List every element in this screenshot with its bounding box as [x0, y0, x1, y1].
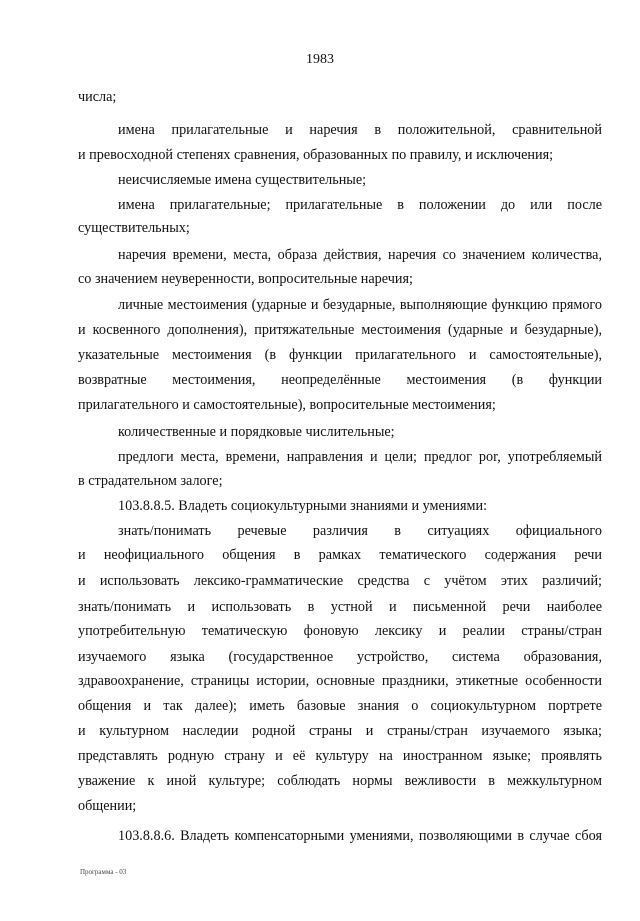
text-line: наречия времени, места, образа действия, наречия со значением количества, — [118, 247, 602, 263]
text-line: употребительную тематическую фоновую лексику и реалии страны/стран — [78, 623, 602, 639]
text-line: и использовать лексико-грамматические средства с учётом этих различий; — [78, 573, 602, 589]
text-line: и культурном наследии родной страны и страны/стран изучаемого языка; — [78, 723, 602, 739]
footer-label: Программа - 03 — [80, 868, 127, 876]
text-line: существительных; — [78, 220, 190, 236]
text-line: и превосходной степенях сравнения, образованных по правилу, и исключения; — [78, 147, 554, 163]
text-line: общения и так далее); иметь базовые знания о социокультурном портрете — [78, 698, 602, 714]
text-line: 103.8.8.5. Владеть социокультурными знаниями и умениями: — [118, 498, 488, 514]
text-line: здравоохранение, страницы истории, основные праздники, этикетные особенности — [78, 673, 602, 689]
text-line: и косвенного дополнения), притяжательные местоимения (ударные и безударные), — [78, 322, 602, 338]
text-line: указательные местоимения (в функции прилагательного и самостоятельные), — [78, 347, 602, 363]
text-line: знать/понимать и использовать в устной и письменной речи наиболее — [78, 599, 602, 615]
text-line: представлять родную страну и её культуру на иностранном языке; проявлять — [78, 748, 602, 764]
text-line: знать/понимать речевые различия в ситуациях официального — [118, 523, 602, 539]
text-line: прилагательного и самостоятельные), вопросительные местоимения; — [78, 397, 496, 413]
text-line: числа; — [78, 89, 117, 105]
text-line: в страдательном залоге; — [78, 473, 223, 489]
text-line: со значением неуверенности, вопросительные наречия; — [78, 271, 413, 287]
text-line: общении; — [78, 798, 137, 814]
text-line: и неофициального общения в рамках тематического содержания речи — [78, 547, 602, 563]
text-line: изучаемого языка (государственное устройство, система образования, — [78, 649, 602, 665]
text-line: имена прилагательные и наречия в положительной, сравнительной — [118, 122, 602, 138]
text-line: неисчисляемые имена существительные; — [118, 172, 367, 188]
text-line: имена прилагательные; прилагательные в положении до или после — [118, 197, 602, 213]
text-line: предлоги места, времени, направления и цели; предлог por, употребляемый — [118, 449, 602, 465]
text-line: личные местоимения (ударные и безударные, выполняющие функцию прямого — [118, 297, 602, 313]
text-line: количественные и порядковые числительные; — [118, 424, 395, 440]
text-line: уважение к иной культуре; соблюдать нормы вежливости в межкультурном — [78, 773, 602, 789]
text-line: возвратные местоимения, неопределённые местоимения (в функции — [78, 372, 602, 388]
text-line: 103.8.8.6. Владеть компенсаторными умениями, позволяющими в случае сбоя — [118, 828, 602, 844]
page-number: 1983 — [306, 52, 334, 67]
